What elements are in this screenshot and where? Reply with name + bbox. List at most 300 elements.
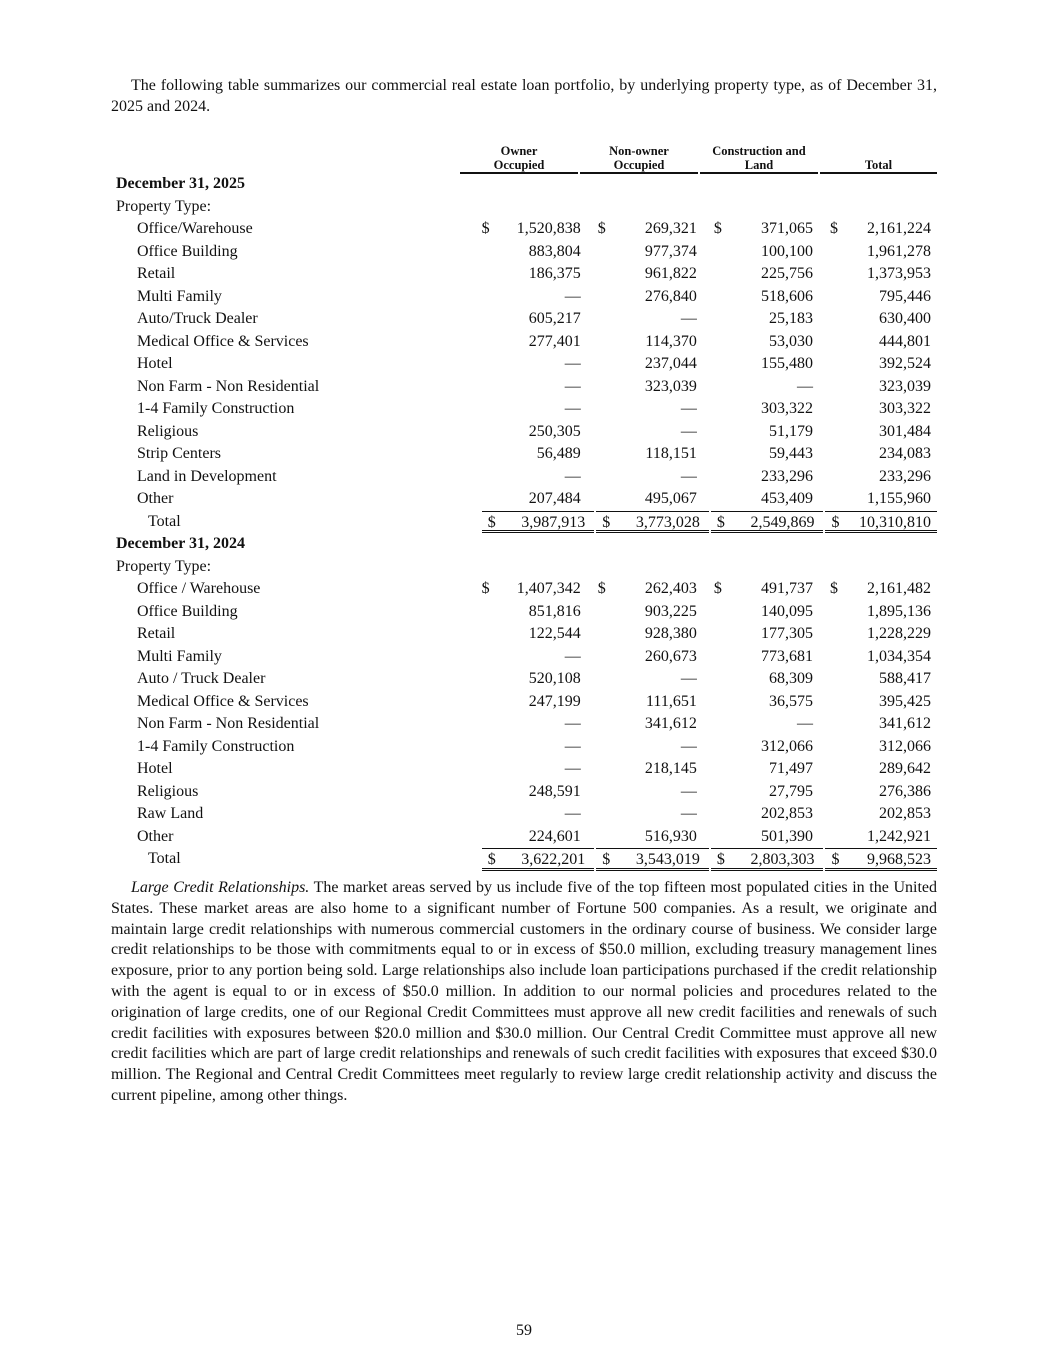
table-row xyxy=(111,691,937,714)
property-type-name: Non Farm - Non Residential xyxy=(137,715,320,732)
cell-value: 1,407,342 xyxy=(516,580,581,597)
currency-symbol: $ xyxy=(597,580,606,597)
value-cell xyxy=(592,376,706,399)
cell-value: — xyxy=(564,715,581,732)
value-cell xyxy=(476,578,590,601)
cell-value: 444,801 xyxy=(879,332,931,350)
table-row xyxy=(111,803,937,826)
cell-value: 312,066 xyxy=(760,737,813,755)
property-type-name: Religious xyxy=(137,782,199,800)
cell-value: 289,642 xyxy=(879,760,931,777)
cell-value: 276,840 xyxy=(644,287,697,305)
currency-symbol: $ xyxy=(831,851,840,868)
table-row xyxy=(111,488,937,511)
cell-value: 71,497 xyxy=(768,760,813,777)
currency-symbol: $ xyxy=(481,220,490,237)
value-cell xyxy=(476,398,590,421)
cell-value: — xyxy=(796,715,813,732)
cell-value: 491,737 xyxy=(760,580,813,597)
value-cell xyxy=(708,376,822,399)
value-cell xyxy=(592,578,706,601)
cell-value: 36,575 xyxy=(768,692,813,710)
property-type-name: Land in Development xyxy=(137,467,277,485)
cell-value: — xyxy=(680,670,697,687)
cell-value: 588,417 xyxy=(879,670,931,687)
value-cell xyxy=(824,286,937,309)
value-cell xyxy=(596,848,709,871)
large-credit-paragraph xyxy=(111,878,937,1107)
cell-value: 392,524 xyxy=(879,355,931,372)
cell-value: 233,296 xyxy=(760,467,813,485)
page-number: 59 xyxy=(516,1322,532,1339)
value-cell xyxy=(708,466,822,489)
cell-value: — xyxy=(564,805,581,822)
cell-value: 2,803,303 xyxy=(750,851,815,868)
value-cell xyxy=(476,443,590,466)
property-type-name: Office Building xyxy=(137,242,238,260)
table-row xyxy=(111,286,937,309)
table-row xyxy=(111,578,937,601)
total-row xyxy=(111,848,937,871)
value-cell xyxy=(824,578,937,601)
property-type-row xyxy=(111,196,937,219)
cell-value: 269,321 xyxy=(644,220,697,237)
value-cell xyxy=(824,421,937,444)
value-cell xyxy=(708,623,822,646)
value-cell xyxy=(824,331,937,354)
cell-value: 260,673 xyxy=(644,647,697,665)
property-type-name: Hotel xyxy=(137,355,173,372)
value-cell xyxy=(824,736,937,759)
value-cell xyxy=(476,286,590,309)
value-cell xyxy=(708,646,822,669)
cell-value: 1,520,838 xyxy=(516,220,581,237)
cell-value: 605,217 xyxy=(528,310,581,327)
cell-value: 177,305 xyxy=(760,625,813,642)
value-cell xyxy=(711,511,824,534)
property-type-name: Retail xyxy=(137,265,176,282)
cell-value: 56,489 xyxy=(536,445,581,462)
value-cell xyxy=(482,848,595,871)
value-cell xyxy=(708,758,822,781)
value-cell xyxy=(592,286,706,309)
value-cell xyxy=(708,713,822,736)
cell-value: 276,386 xyxy=(879,782,931,800)
value-cell xyxy=(711,848,824,871)
cell-value: 262,403 xyxy=(644,580,697,597)
value-cell xyxy=(592,781,706,804)
value-cell xyxy=(708,601,822,624)
value-cell xyxy=(476,376,590,399)
value-cell xyxy=(476,781,590,804)
cell-value: 2,549,869 xyxy=(750,513,815,531)
property-type-name: Auto / Truck Dealer xyxy=(137,670,266,687)
property-type-name: 1-4 Family Construction xyxy=(137,400,295,417)
value-cell xyxy=(476,646,590,669)
cell-value: 248,591 xyxy=(528,782,581,800)
column-header-total xyxy=(820,141,937,174)
cell-value: 140,095 xyxy=(760,602,813,620)
value-cell xyxy=(824,263,937,286)
value-cell xyxy=(592,308,706,331)
cell-value: 1,155,960 xyxy=(867,490,931,507)
cell-value: 1,895,136 xyxy=(867,602,931,620)
cell-value: 202,853 xyxy=(760,805,813,822)
value-cell xyxy=(592,623,706,646)
value-cell xyxy=(592,826,706,849)
table-row xyxy=(111,331,937,354)
value-cell xyxy=(824,443,937,466)
value-cell xyxy=(476,263,590,286)
cell-value: 250,305 xyxy=(528,422,581,440)
value-cell xyxy=(708,578,822,601)
value-cell xyxy=(824,398,937,421)
value-cell xyxy=(482,511,595,534)
currency-symbol: $ xyxy=(829,580,838,597)
value-cell xyxy=(824,218,937,241)
cell-value: 9,968,523 xyxy=(866,851,931,868)
currency-symbol: $ xyxy=(713,220,722,237)
value-cell xyxy=(476,488,590,511)
property-type-name: Office Building xyxy=(137,602,238,620)
value-cell xyxy=(592,331,706,354)
cell-value: 323,039 xyxy=(644,377,697,395)
value-cell xyxy=(824,623,937,646)
cell-value: 225,756 xyxy=(760,265,813,282)
value-cell xyxy=(824,241,937,264)
cell-value: 928,380 xyxy=(644,625,697,642)
cell-value: 518,606 xyxy=(760,287,813,305)
value-cell xyxy=(824,781,937,804)
cre-loan-portfolio-table xyxy=(111,173,937,871)
cell-value: 3,543,019 xyxy=(635,851,700,868)
cell-value: — xyxy=(680,467,697,485)
value-cell xyxy=(824,308,937,331)
table-row xyxy=(111,623,937,646)
value-cell xyxy=(596,511,709,534)
value-cell xyxy=(476,353,590,376)
total-label: Total xyxy=(148,850,181,867)
value-cell xyxy=(708,353,822,376)
property-type-name: Other xyxy=(137,827,174,845)
value-cell xyxy=(824,803,937,826)
large-credit-heading: Large Credit Relationships. xyxy=(131,879,310,896)
value-cell xyxy=(592,803,706,826)
column-header-owner-occupied xyxy=(460,141,578,174)
cell-value: 202,853 xyxy=(879,805,931,822)
cell-value: 1,242,921 xyxy=(867,827,931,845)
cell-value: 312,066 xyxy=(879,737,931,755)
currency-symbol: $ xyxy=(716,851,725,868)
cell-value: 371,065 xyxy=(760,220,813,237)
cell-value: — xyxy=(564,400,581,417)
value-cell xyxy=(824,353,937,376)
property-type-name: Retail xyxy=(137,625,176,642)
value-cell xyxy=(476,623,590,646)
cell-value: 341,612 xyxy=(879,715,931,732)
cell-value: 883,804 xyxy=(528,242,581,260)
value-cell xyxy=(708,668,822,691)
large-credit-text: The market areas served by us include five of the top fifteen most populated cities in the United States. These market areas are also home to a significant number of Fortune 500 companies. As a result, we originate and maintain large credit relationships with numerous commercial customers in the ordinary course of business. We consider large credit relationships to be those with commitments equal to or in excess of $50.0 million, excluding treasury management lines exposure, prior to any portion being sold. Large relationships also include loan participations purchased if the credit relationship with the agent is equal to or in excess of $50.0 million. In addition to our normal policies and procedures related to the origination of large credits, one of our Regional Credit Committees must approve all new credit facilities and renewals of such credit facilities with exposures between $20.0 million and $30.0 million. Our Central Credit Committee must approve all new credit facilities which are part of large credit relationships and renewals of such credit facilities with exposures that exceed $30.0 million. The Regional and Central Credit Committees meet regularly to review large credit relationship activity and discuss the current pipeline, among other things. xyxy=(111,879,937,1104)
table-row xyxy=(111,646,937,669)
currency-symbol: $ xyxy=(829,220,838,237)
value-cell xyxy=(592,668,706,691)
cell-value: 977,374 xyxy=(644,242,697,260)
cell-value: 903,225 xyxy=(644,602,697,620)
value-cell xyxy=(592,488,706,511)
cell-value: 303,322 xyxy=(760,400,813,417)
cell-value: 453,409 xyxy=(760,490,813,507)
cell-value: — xyxy=(680,782,697,800)
value-cell xyxy=(592,646,706,669)
value-cell xyxy=(708,421,822,444)
property-type-label: Property Type: xyxy=(116,557,212,575)
property-type-name: Multi Family xyxy=(137,287,222,305)
cell-value: 247,199 xyxy=(528,692,581,710)
value-cell xyxy=(476,466,590,489)
property-type-name: Hotel xyxy=(137,760,173,777)
section-title-row xyxy=(111,533,937,556)
total-row xyxy=(111,511,937,534)
value-cell xyxy=(824,826,937,849)
cell-value: — xyxy=(564,377,581,395)
value-cell xyxy=(824,713,937,736)
value-cell xyxy=(824,376,937,399)
value-cell xyxy=(708,331,822,354)
cell-value: 495,067 xyxy=(644,490,697,507)
property-type-name: Office/Warehouse xyxy=(137,220,253,237)
value-cell xyxy=(592,241,706,264)
table-row xyxy=(111,421,937,444)
value-cell xyxy=(592,398,706,421)
cell-value: 237,044 xyxy=(644,355,697,372)
cell-value: 53,030 xyxy=(768,332,813,350)
cell-value: — xyxy=(564,287,581,305)
cell-value: — xyxy=(564,467,581,485)
value-cell xyxy=(708,241,822,264)
cell-value: 234,083 xyxy=(879,445,931,462)
currency-symbol: $ xyxy=(597,220,606,237)
value-cell xyxy=(476,601,590,624)
cell-value: 1,373,953 xyxy=(867,265,931,282)
value-cell xyxy=(708,263,822,286)
cell-value: 1,961,278 xyxy=(867,242,931,260)
column-header-label: Non-owner Occupied xyxy=(609,144,669,172)
property-type-name: 1-4 Family Construction xyxy=(137,737,295,755)
table-row xyxy=(111,398,937,421)
property-type-name: Non Farm - Non Residential xyxy=(137,377,320,395)
column-header-construction-land xyxy=(700,141,818,174)
cell-value: 795,446 xyxy=(879,287,931,305)
property-type-name: Office / Warehouse xyxy=(137,580,261,597)
cell-value: 122,544 xyxy=(528,625,581,642)
property-type-label: Property Type: xyxy=(116,197,212,215)
cell-value: 395,425 xyxy=(879,692,931,710)
cell-value: 111,651 xyxy=(646,692,697,710)
value-cell xyxy=(708,488,822,511)
cell-value: 516,930 xyxy=(644,827,697,845)
currency-symbol: $ xyxy=(602,851,611,868)
value-cell xyxy=(476,331,590,354)
cell-value: 1,228,229 xyxy=(867,625,931,642)
property-type-name: Raw Land xyxy=(137,805,204,822)
value-cell xyxy=(476,826,590,849)
value-cell xyxy=(476,668,590,691)
property-type-name: Auto/Truck Dealer xyxy=(137,310,258,327)
table-row xyxy=(111,263,937,286)
cell-value: 323,039 xyxy=(879,377,931,395)
cell-value: — xyxy=(564,737,581,755)
cell-value: 59,443 xyxy=(768,445,813,462)
column-header-label: Construction and Land xyxy=(712,144,806,172)
currency-symbol: $ xyxy=(602,513,611,531)
value-cell xyxy=(708,218,822,241)
cell-value: 3,622,201 xyxy=(521,851,586,868)
cell-value: — xyxy=(564,760,581,777)
table-row xyxy=(111,758,937,781)
value-cell xyxy=(824,758,937,781)
cell-value: 51,179 xyxy=(768,422,813,440)
cell-value: 10,310,810 xyxy=(858,513,931,531)
cell-value: 961,822 xyxy=(644,265,697,282)
table-row xyxy=(111,668,937,691)
cell-value: — xyxy=(564,355,581,372)
value-cell xyxy=(476,691,590,714)
value-cell xyxy=(825,848,937,871)
cell-value: 501,390 xyxy=(760,827,813,845)
section-title: December 31, 2024 xyxy=(116,535,245,552)
value-cell xyxy=(476,421,590,444)
value-cell xyxy=(592,353,706,376)
value-cell xyxy=(476,308,590,331)
value-cell xyxy=(476,241,590,264)
table-row xyxy=(111,826,937,849)
cell-value: 100,100 xyxy=(760,242,813,260)
column-header-non-owner-occupied xyxy=(580,141,698,174)
cell-value: — xyxy=(680,310,697,327)
value-cell xyxy=(592,713,706,736)
value-cell xyxy=(476,803,590,826)
property-type-name: Medical Office & Services xyxy=(137,332,309,350)
cell-value: — xyxy=(564,647,581,665)
cell-value: 1,034,354 xyxy=(867,647,931,665)
value-cell xyxy=(592,736,706,759)
value-cell xyxy=(476,713,590,736)
value-cell xyxy=(592,466,706,489)
cell-value: 303,322 xyxy=(879,400,931,417)
cell-value: 277,401 xyxy=(528,332,581,350)
value-cell xyxy=(708,691,822,714)
value-cell xyxy=(592,758,706,781)
value-cell xyxy=(708,803,822,826)
column-header-label: Owner Occupied xyxy=(493,144,545,172)
column-header-label: Total xyxy=(864,158,893,172)
cell-value: 851,816 xyxy=(528,602,581,620)
value-cell xyxy=(708,781,822,804)
cell-value: — xyxy=(680,805,697,822)
table-row xyxy=(111,736,937,759)
cell-value: 224,601 xyxy=(528,827,581,845)
table-row xyxy=(111,241,937,264)
cell-value: 773,681 xyxy=(760,647,813,665)
cell-value: 341,612 xyxy=(644,715,697,732)
cell-value: — xyxy=(680,400,697,417)
table-row xyxy=(111,601,937,624)
table-row xyxy=(111,781,937,804)
value-cell xyxy=(708,308,822,331)
value-cell xyxy=(824,691,937,714)
value-cell xyxy=(708,443,822,466)
currency-symbol: $ xyxy=(716,513,725,531)
cell-value: 520,108 xyxy=(528,670,581,687)
cell-value: 114,370 xyxy=(645,332,697,350)
cell-value: 25,183 xyxy=(768,310,813,327)
cell-value: 218,145 xyxy=(644,760,697,777)
table-row xyxy=(111,376,937,399)
value-cell xyxy=(824,601,937,624)
cell-value: 27,795 xyxy=(768,782,813,800)
property-type-name: Other xyxy=(137,490,174,507)
cell-value: 118,151 xyxy=(645,445,697,462)
intro-paragraph: The following table summarizes our commercial real estate loan portfolio, by underlying property type, as of December 31, 2025 and 2024. xyxy=(111,77,937,115)
cell-value: — xyxy=(680,737,697,755)
value-cell xyxy=(592,601,706,624)
property-type-name: Medical Office & Services xyxy=(137,692,309,710)
cell-value: 233,296 xyxy=(879,467,931,485)
table-row xyxy=(111,443,937,466)
value-cell xyxy=(592,263,706,286)
value-cell xyxy=(824,646,937,669)
value-cell xyxy=(708,398,822,421)
value-cell xyxy=(708,826,822,849)
value-cell xyxy=(592,691,706,714)
table-row xyxy=(111,466,937,489)
property-type-name: Religious xyxy=(137,422,199,440)
value-cell xyxy=(592,421,706,444)
cell-value: 630,400 xyxy=(879,310,931,327)
value-cell xyxy=(476,736,590,759)
value-cell xyxy=(592,443,706,466)
table-row xyxy=(111,218,937,241)
cell-value: — xyxy=(680,422,697,440)
table-row xyxy=(111,353,937,376)
value-cell xyxy=(708,286,822,309)
total-label: Total xyxy=(148,512,181,530)
cell-value: — xyxy=(796,377,813,395)
table-row xyxy=(111,713,937,736)
property-type-name: Strip Centers xyxy=(137,445,221,462)
property-type-row xyxy=(111,556,937,579)
value-cell xyxy=(824,488,937,511)
value-cell xyxy=(708,736,822,759)
cell-value: 68,309 xyxy=(768,670,813,687)
currency-symbol: $ xyxy=(487,851,496,868)
currency-symbol: $ xyxy=(713,580,722,597)
property-type-name: Multi Family xyxy=(137,647,222,665)
cell-value: 2,161,482 xyxy=(867,580,931,597)
cell-value: 186,375 xyxy=(528,265,581,282)
cell-value: 155,480 xyxy=(760,355,813,372)
cell-value: 3,773,028 xyxy=(635,513,700,531)
section-title-row xyxy=(111,173,937,196)
table-row xyxy=(111,308,937,331)
value-cell xyxy=(824,466,937,489)
cell-value: 3,987,913 xyxy=(521,513,586,531)
value-cell xyxy=(825,511,937,534)
cell-value: 207,484 xyxy=(528,490,581,507)
section-title: December 31, 2025 xyxy=(116,175,245,192)
currency-symbol: $ xyxy=(831,513,840,531)
